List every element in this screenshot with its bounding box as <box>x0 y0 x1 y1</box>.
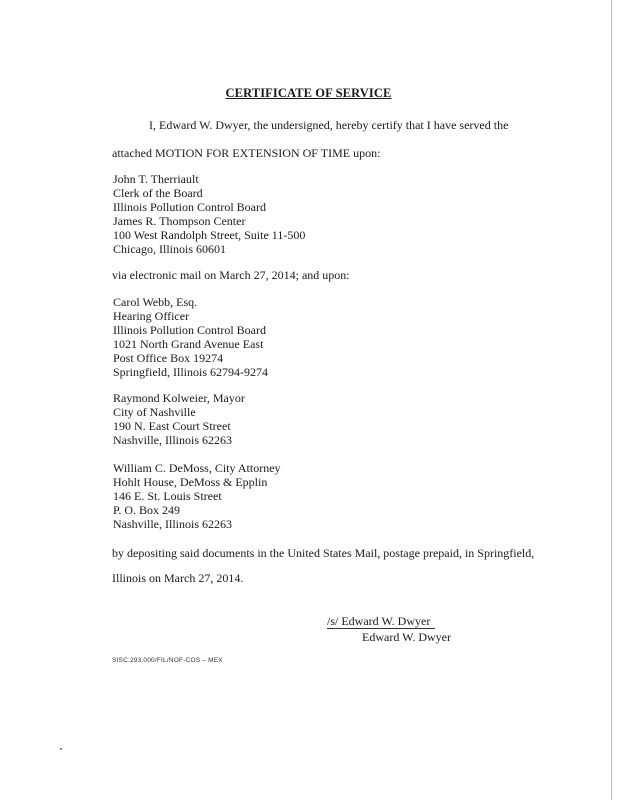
address-line: John T. Therriault <box>113 172 199 186</box>
address-line: Clerk of the Board <box>113 186 203 200</box>
address-line: 100 West Randolph Street, Suite 11-500 <box>113 228 306 242</box>
scan-speck <box>60 748 62 750</box>
address-line: 1021 North Grand Avenue East <box>113 337 264 351</box>
address-line: 146 E. St. Louis Street <box>113 489 222 503</box>
address-line: 190 N. East Court Street <box>113 419 231 433</box>
address-line: P. O. Box 249 <box>113 503 181 517</box>
document-title: CERTIFICATE OF SERVICE <box>225 86 392 100</box>
via-email-line: via electronic mail on March 27, 2014; and upon: <box>112 268 350 282</box>
address-line: Nashville, Illinois 62263 <box>113 517 232 531</box>
electronic-signature: /s/ Edward W. Dwyer <box>327 614 431 628</box>
address-line: Chicago, Illinois 60601 <box>113 242 226 256</box>
recipient-city-attorney-address <box>113 461 281 531</box>
intro-line-1: I, Edward W. Dwyer, the undersigned, hereby certify that I have served the <box>149 118 509 132</box>
address-line: James R. Thompson Center <box>113 214 246 228</box>
closing-line-2: Illinois on March 27, 2014. <box>112 571 244 585</box>
address-line: William C. DeMoss, City Attorney <box>113 461 281 475</box>
intro-line-2: attached MOTION FOR EXTENSION OF TIME upon: <box>112 146 381 160</box>
recipient-hearing-officer-address <box>113 295 268 379</box>
recipient-clerk-address <box>113 172 305 256</box>
address-line: Illinois Pollution Control Board <box>113 323 267 337</box>
recipient-mayor-address <box>113 391 245 447</box>
address-line: Post Office Box 19274 <box>113 351 224 365</box>
signer-name: Edward W. Dwyer <box>362 630 451 644</box>
signature-rule <box>327 628 435 629</box>
address-line: City of Nashville <box>113 405 196 419</box>
file-reference: SISC:293.000/FIL/NOF-COS – MEX <box>112 657 223 664</box>
closing-line-1: by depositing said documents in the United States Mail, postage prepaid, in Springfield, <box>112 546 535 560</box>
address-line: Illinois Pollution Control Board <box>113 200 267 214</box>
address-line: Hohlt House, DeMoss & Epplin <box>113 475 268 489</box>
address-line: Nashville, Illinois 62263 <box>113 433 232 447</box>
address-line: Hearing Officer <box>113 309 190 323</box>
address-line: Springfield, Illinois 62794-9274 <box>113 365 268 379</box>
scan-edge-line <box>611 0 612 800</box>
address-line: Raymond Kolweier, Mayor <box>113 391 245 405</box>
address-line: Carol Webb, Esq. <box>113 295 198 309</box>
